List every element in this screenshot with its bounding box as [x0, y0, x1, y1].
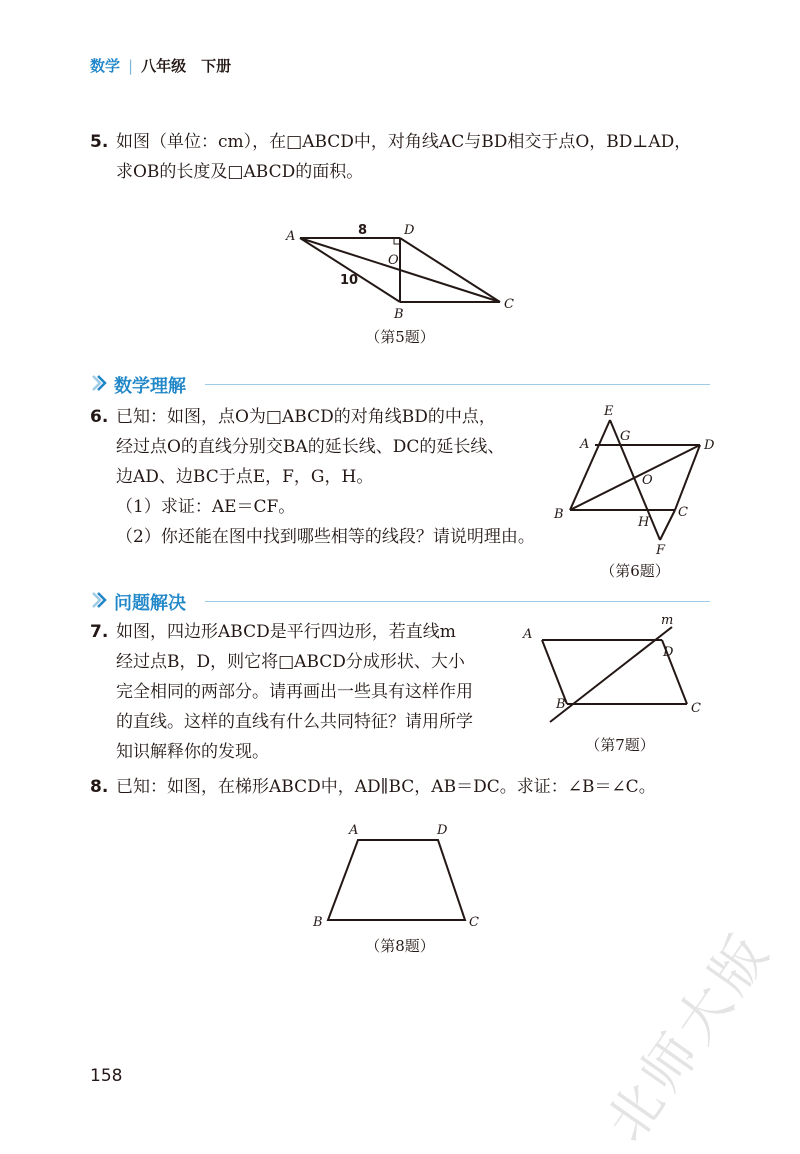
q8-label-d: D [437, 823, 448, 838]
header-separator: | [128, 57, 134, 75]
q8-trapezoid [328, 840, 465, 920]
q5-label-d: D [404, 223, 415, 238]
q7-label-a: A [523, 627, 533, 642]
q7-text-line5: 知识解释你的发现。 [116, 742, 269, 762]
q7-label-m: m [661, 613, 674, 628]
q5-length-ad: 8 [358, 223, 368, 238]
q5-number: 5. [90, 132, 109, 152]
q6-text-line3: 边AD、边BC于点E，F，G，H。 [116, 467, 374, 487]
q7-label-d: D [663, 645, 674, 660]
q8-caption: （第8题） [365, 937, 435, 955]
q5-text-line1: 如图（单位：cm），在□ABCD中，对角线AC与BD相交于点O，BD⊥AD， [116, 132, 692, 152]
q6-label-d: D [704, 438, 715, 453]
q6-label-o: O [642, 473, 653, 488]
q5-side-ab [300, 238, 400, 302]
q6-line-cf [660, 510, 675, 540]
q7-label-c: C [691, 701, 701, 716]
q6-caption: （第6题） [600, 562, 670, 580]
q8-label-a: A [349, 823, 359, 838]
q7-line-m [550, 627, 672, 722]
page-number: 158 [90, 1066, 123, 1086]
question-6 [90, 402, 535, 552]
q6-label-g: G [620, 429, 631, 444]
q6-label-a: A [580, 437, 590, 452]
chevron-right-icon [88, 589, 110, 611]
question-7 [90, 617, 473, 767]
q7-caption: （第7题） [585, 736, 655, 754]
section-divider-1 [205, 384, 710, 385]
q7-text-line2: 经过点B，D，则它将□ABCD分成形状、大小 [116, 652, 465, 672]
chevron-right-icon [88, 372, 110, 394]
q6-figure [550, 400, 730, 560]
q6-number: 6. [90, 407, 109, 427]
q5-figure [280, 218, 520, 330]
q5-caption: （第5题） [365, 328, 435, 346]
q7-text-line1: 如图，四边形ABCD是平行四边形，若直线m [116, 622, 456, 642]
q8-label-c: C [469, 915, 479, 930]
section-divider-2 [205, 601, 710, 602]
q6-text-line1: 已知：如图，点O为□ABCD的对角线BD的中点， [116, 407, 496, 427]
q7-number: 7. [90, 622, 109, 642]
grade-label: 八年级 下册 [141, 57, 232, 75]
q6-text-line2: 经过点O的直线分别交BA的延长线、DC的延长线、 [116, 437, 505, 457]
q6-part2: （2）你还能在图中找到哪些相等的线段？请说明理由。 [116, 527, 535, 547]
q6-label-f: F [656, 543, 666, 558]
q5-side-dc [400, 238, 500, 302]
q7-side-ba [542, 640, 567, 704]
q6-line-be [570, 420, 610, 510]
q6-part1: （1）求证：AE＝CF。 [116, 497, 296, 517]
q7-label-b: B [556, 697, 566, 712]
q8-text-line1: 已知：如图，在梯形ABCD中，AD∥BC，AB＝DC。求证：∠B＝∠C。 [116, 777, 656, 797]
q7-figure [515, 612, 715, 732]
q8-label-b: B [313, 915, 323, 930]
question-5 [90, 127, 691, 187]
q7-text-line3: 完全相同的两部分。请再画出一些具有这样作用 [116, 682, 473, 702]
q8-number: 8. [90, 777, 109, 797]
page-header [90, 55, 231, 76]
q6-label-b: B [554, 507, 564, 522]
question-8 [90, 772, 656, 802]
subject-label: 数学 [90, 57, 121, 75]
q5-label-c: C [504, 297, 514, 312]
q5-label-a: A [286, 229, 296, 244]
q7-text-line4: 的直线。这样的直线有什么共同特征？请用所学 [116, 712, 473, 732]
q5-text-line2: 求OB的长度及□ABCD的面积。 [116, 162, 364, 182]
section-title-problem-solving: 问题解决 [114, 593, 186, 614]
q6-label-h: H [638, 515, 650, 530]
q5-label-o: O [388, 253, 399, 268]
q5-label-b: B [394, 307, 404, 322]
q8-figure [305, 818, 495, 934]
q6-label-e: E [604, 404, 614, 419]
q5-length-ab: 10 [340, 273, 359, 288]
section-title-math-understanding: 数学理解 [114, 376, 186, 397]
q6-label-c: C [678, 505, 688, 520]
watermark: 北师大版 [594, 919, 784, 1153]
